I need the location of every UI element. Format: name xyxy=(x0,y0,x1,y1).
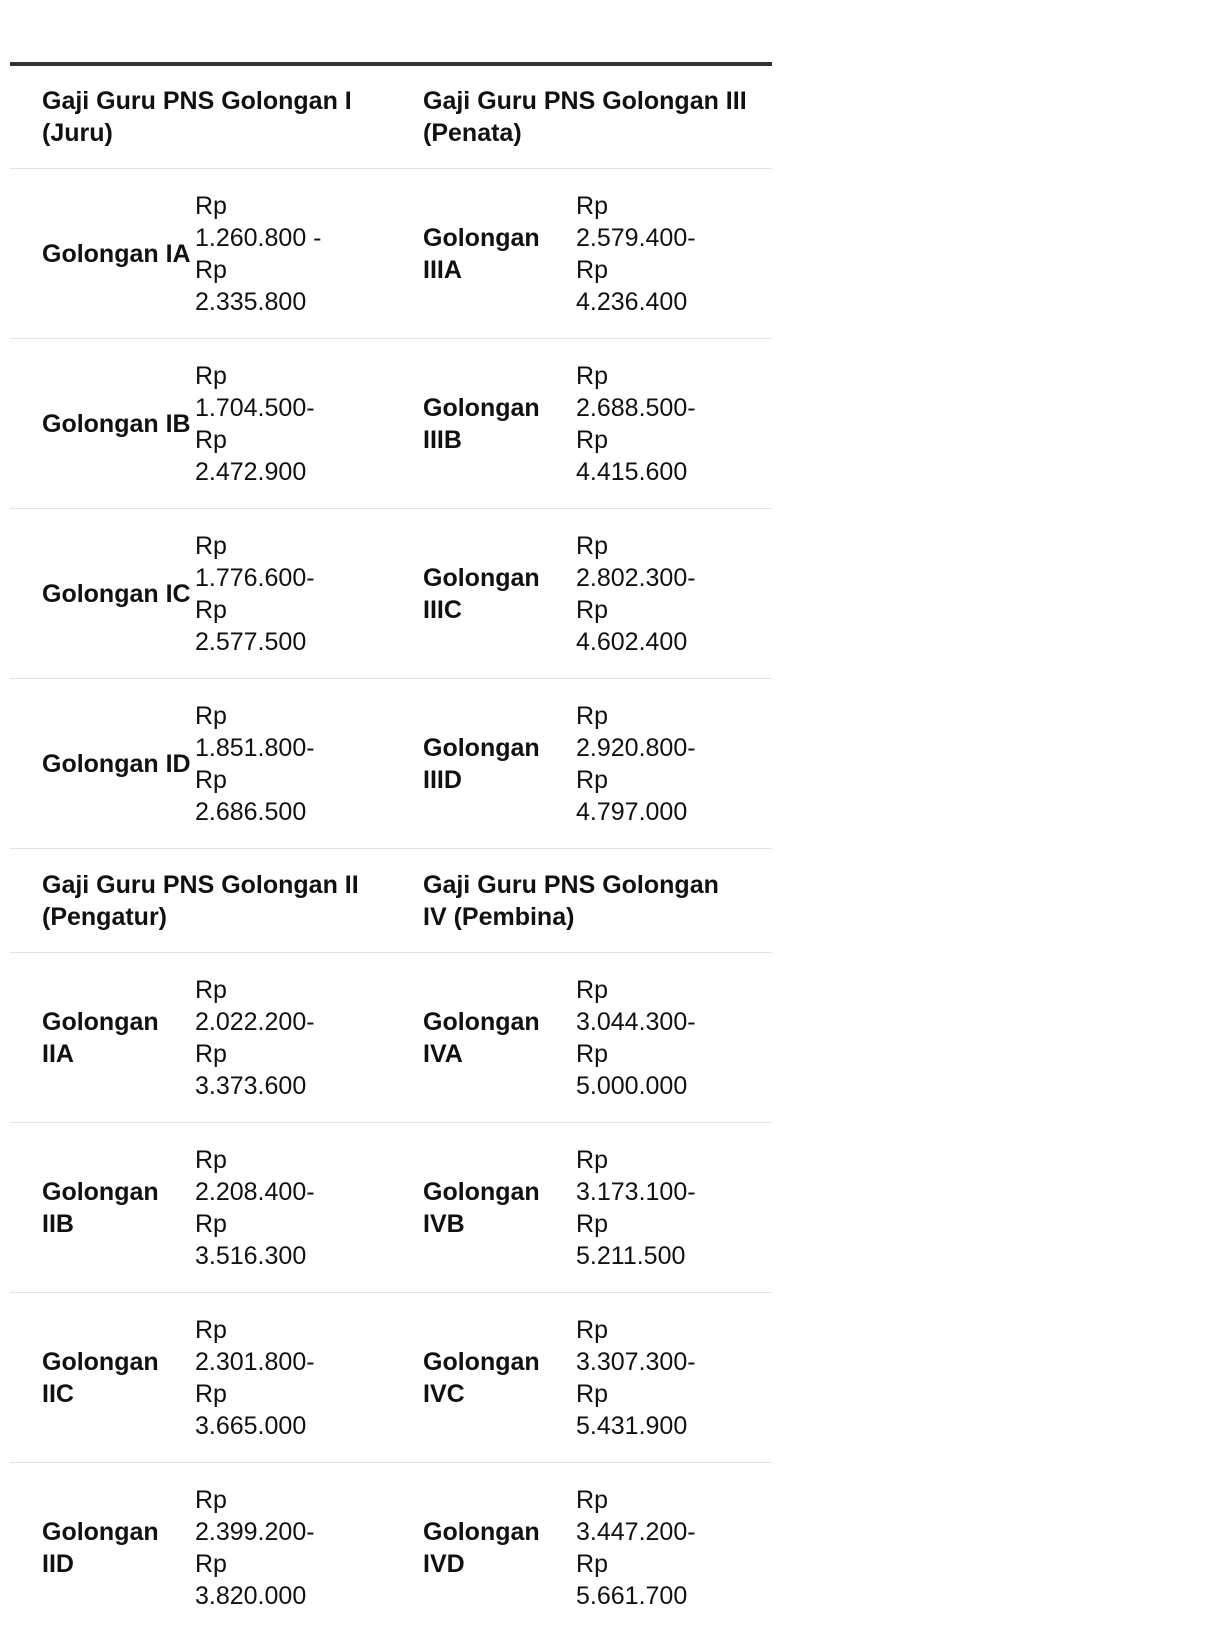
grade-label: Golongan IVB xyxy=(391,1123,575,1293)
grade-label: Golongan IIIB xyxy=(391,339,575,509)
table-row xyxy=(10,339,772,509)
salary-range: Rp 2.208.400-Rp 3.516.300 xyxy=(194,1123,391,1293)
grade-label: Golongan IIIC xyxy=(391,509,575,679)
grade-label: Golongan IVA xyxy=(391,953,575,1123)
grade-label: Golongan ID xyxy=(10,679,194,849)
salary-range: Rp 2.022.200-Rp 3.373.600 xyxy=(194,953,391,1123)
salary-range: Rp 2.579.400-Rp 4.236.400 xyxy=(575,169,772,339)
section-heading-golongan-ii: Gaji Guru PNS Golongan II (Pengatur) xyxy=(10,849,391,953)
salary-range: Rp 1.260.800 -Rp 2.335.800 xyxy=(194,169,391,339)
salary-range: Rp 2.802.300-Rp 4.602.400 xyxy=(575,509,772,679)
grade-label: Golongan IIC xyxy=(10,1293,194,1463)
section-header-row xyxy=(10,66,772,169)
salary-range: Rp 1.851.800-Rp 2.686.500 xyxy=(194,679,391,849)
salary-range: Rp 3.173.100-Rp 5.211.500 xyxy=(575,1123,772,1293)
grade-label: Golongan IID xyxy=(42,1517,159,1578)
table-row xyxy=(10,509,772,679)
salary-range: Rp 3.044.300-Rp 5.000.000 xyxy=(575,953,772,1123)
grade-label: Golongan IIB xyxy=(10,1123,194,1293)
salary-range: Rp 1.704.500-Rp 2.472.900 xyxy=(194,339,391,509)
salary-table xyxy=(10,62,772,1632)
table-row xyxy=(10,1463,772,1633)
grade-label: Golongan IIID xyxy=(391,679,575,849)
salary-range: Rp 2.920.800-Rp 4.797.000 xyxy=(575,679,772,849)
table-row xyxy=(10,169,772,339)
section-heading-golongan-iv: Gaji Guru PNS Golongan IV (Pembina) xyxy=(391,849,772,953)
salary-range: Rp 1.776.600-Rp 2.577.500 xyxy=(194,509,391,679)
salary-range: Rp 2.301.800-Rp 3.665.000 xyxy=(194,1293,391,1463)
salary-range: Rp 2.399.200-Rp 3.820.000 xyxy=(195,1485,315,1610)
grade-label: Golongan IIA xyxy=(10,953,194,1123)
grade-label: Golongan IVD xyxy=(423,1517,540,1578)
grade-label: Golongan IA xyxy=(10,169,194,339)
grade-label: Golongan IVC xyxy=(391,1293,575,1463)
grade-label: Golongan IC xyxy=(10,509,194,679)
grade-label: Golongan IB xyxy=(10,339,194,509)
table-row xyxy=(10,679,772,849)
grade-label: Golongan IIIA xyxy=(391,169,575,339)
section-heading-golongan-i: Gaji Guru PNS Golongan I (Juru) xyxy=(10,66,391,169)
salary-table-grid xyxy=(10,66,772,1632)
table-row xyxy=(10,1123,772,1293)
salary-range: Rp 2.688.500-Rp 4.415.600 xyxy=(575,339,772,509)
salary-range: Rp 3.307.300-Rp 5.431.900 xyxy=(575,1293,772,1463)
section-header-row xyxy=(10,849,772,953)
table-row xyxy=(10,953,772,1123)
salary-range: Rp 3.447.200-Rp 5.661.700 xyxy=(576,1485,696,1610)
table-row xyxy=(10,1293,772,1463)
section-heading-golongan-iii: Gaji Guru PNS Golongan III (Penata) xyxy=(391,66,772,169)
